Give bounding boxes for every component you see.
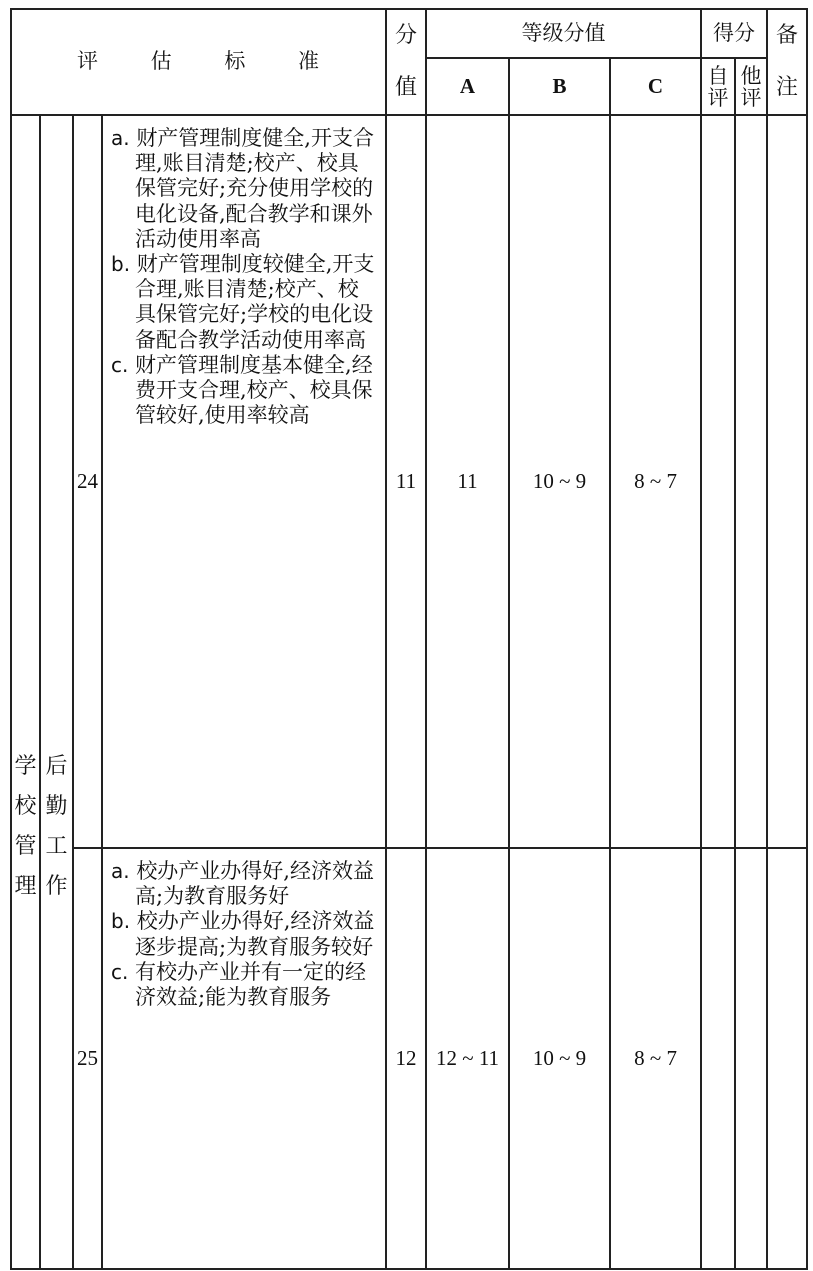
criteria-header-char: 准: [298, 49, 321, 74]
grade-a-header: A: [426, 58, 509, 115]
score-header-char: 值: [394, 75, 417, 100]
grade-b-value: 10 ~ 9: [509, 115, 610, 848]
grade-a-value: 11: [426, 115, 509, 848]
remark-header-char: 注: [776, 75, 799, 100]
criteria-text: 有校办产业并有一定的经济效益;能为教育服务: [135, 959, 367, 1009]
criteria-item: [111, 126, 379, 252]
item-number: 24: [73, 115, 102, 848]
remark-header-char: 备: [776, 23, 799, 48]
evaluation-table: [10, 8, 808, 1270]
other-eval-char: 他: [740, 63, 762, 88]
self-eval-header: [701, 58, 735, 115]
table-row: [11, 848, 807, 1269]
score-header: [386, 9, 426, 115]
category-level2-char: 勤: [45, 794, 68, 819]
criteria-text: 财产管理制度基本健全,经费开支合理,校产、校具保管较好,使用率较高: [135, 352, 373, 428]
criteria-header-char: 标: [224, 49, 247, 74]
self-eval-cell[interactable]: [701, 848, 735, 1269]
category-level1: [11, 115, 40, 1269]
criteria-letter: c.: [111, 959, 129, 984]
score-value: 12: [386, 848, 426, 1269]
grade-c-value: 8 ~ 7: [610, 115, 701, 848]
criteria-letter: b.: [111, 909, 131, 934]
criteria-text: 财产管理制度健全,开支合理,账目清楚;校产、校具保管完好;充分使用学校的电化设备,配合教学和课外活动使用率高: [135, 126, 374, 251]
category-level2-char: 后: [45, 754, 68, 779]
category-level1-char: 管: [14, 834, 37, 859]
criteria-text: 财产管理制度较健全,开支合理,账目清楚;校产、校具保管完好;学校的电化设备配合教学活动使用率高: [135, 251, 375, 352]
remark-cell[interactable]: [767, 115, 807, 848]
remark-header: [767, 9, 807, 115]
criteria-item: [111, 252, 379, 353]
other-eval-char: 评: [740, 85, 762, 110]
score-header-char: 分: [394, 23, 417, 48]
other-eval-header: [735, 58, 767, 115]
self-eval-char: 自: [707, 63, 729, 88]
grade-b-header: B: [509, 58, 610, 115]
criteria-text: 校办产业办得好,经济效益逐步提高;为教育服务较好: [135, 909, 375, 959]
category-level2-char: 作: [45, 874, 68, 899]
criteria-cell: [102, 115, 386, 848]
other-eval-cell[interactable]: [735, 848, 767, 1269]
grade-c-value: 8 ~ 7: [610, 848, 701, 1269]
criteria-item: [111, 960, 379, 1010]
criteria-header-char: 评: [76, 49, 99, 74]
got-score-header: 得分: [701, 9, 767, 58]
self-eval-cell[interactable]: [701, 115, 735, 848]
criteria-letter: c.: [111, 352, 129, 377]
grade-a-value: 12 ~ 11: [426, 848, 509, 1269]
grade-c-header: C: [610, 58, 701, 115]
category-level1-char: 学: [14, 754, 37, 779]
criteria-header-char: 估: [150, 49, 173, 74]
grade-header: 等级分值: [426, 9, 701, 58]
criteria-item: [111, 909, 379, 959]
criteria-header: [11, 9, 386, 115]
self-eval-char: 评: [707, 85, 729, 110]
criteria-item: [111, 859, 379, 909]
remark-cell[interactable]: [767, 848, 807, 1269]
criteria-cell: [102, 848, 386, 1269]
category-level2: [40, 115, 73, 1269]
category-level1-char: 理: [14, 874, 37, 899]
criteria-letter: a.: [111, 126, 130, 150]
score-value: 11: [386, 115, 426, 848]
item-number: 25: [73, 848, 102, 1269]
other-eval-cell[interactable]: [735, 115, 767, 848]
criteria-item: [111, 353, 379, 429]
category-level2-char: 工: [45, 834, 68, 859]
category-level1-char: 校: [14, 794, 37, 819]
grade-b-value: 10 ~ 9: [509, 848, 610, 1269]
criteria-letter: a.: [111, 859, 130, 883]
table-row: [11, 115, 807, 848]
criteria-text: 校办产业办得好,经济效益高;为教育服务好: [135, 859, 374, 909]
criteria-letter: b.: [111, 251, 131, 276]
